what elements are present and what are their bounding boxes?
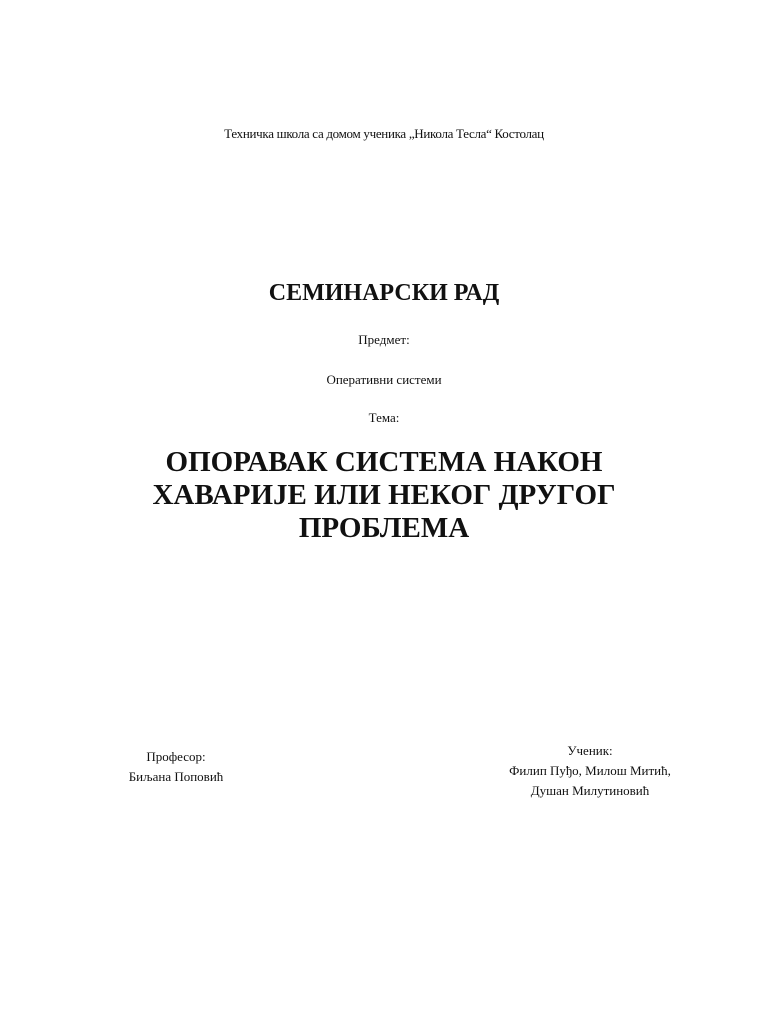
students-label: Ученик: (567, 743, 613, 758)
professor-label: Професор: (146, 749, 206, 764)
students-names-line1: Филип Пуђо, Милош Митић, (509, 763, 671, 778)
topic-title (0, 446, 768, 545)
topic-title-line: ХАВАРИЈЕ ИЛИ НЕКОГ ДРУГОГ (152, 479, 616, 511)
topic-label: Тема: (368, 410, 400, 425)
professor-block (96, 747, 256, 787)
subject-label: Предмет: (358, 332, 410, 347)
topic-title-line: ОПОРАВАК СИСТЕМА НАКОН (165, 446, 603, 478)
students-names-line2: Душан Милутиновић (530, 783, 650, 798)
subject-value: Оперативни системи (326, 372, 442, 387)
students-block (470, 741, 710, 801)
school-name: Техничка школа са домом ученика „Никола Тесла“ Костолац (224, 126, 544, 141)
topic-title-line: ПРОБЛЕМА (298, 512, 470, 544)
document-type-heading: СЕМИНАРСКИ РАД (268, 280, 500, 306)
professor-name: Биљана Поповић (128, 769, 224, 784)
